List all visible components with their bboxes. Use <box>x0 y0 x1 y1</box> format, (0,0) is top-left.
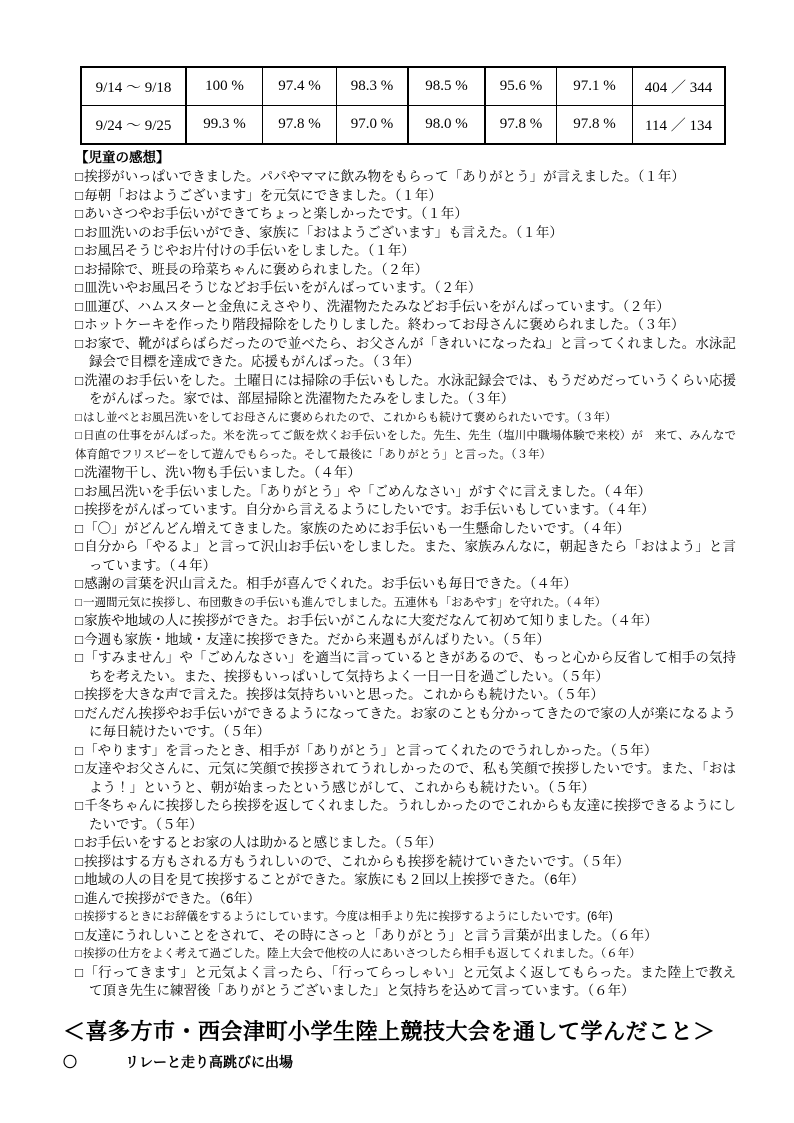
attendance-table-body <box>81 67 725 144</box>
checkbox-bullet-icon: □ <box>75 613 84 628</box>
comment-item: □「すみません」や「ごめんなさい」を適当に言っているときがあるので、もっと心から反省して相手の気持ちを考えたい。また、挨拶もいっぱいして気持ちよく一日一日を過ごしたい。（５年） <box>75 650 737 684</box>
attendance-cell: 114 ／ 134 <box>633 106 726 145</box>
checkbox-bullet-icon: □ <box>75 687 84 702</box>
checkbox-bullet-icon: □ <box>75 835 84 850</box>
checkbox-bullet-icon: □ <box>75 465 84 480</box>
comment-item: □お風呂洗いを手伝いました。「ありがとう」や「ごめんなさい」がすぐに言えました。（４年） <box>75 483 652 499</box>
comment-item: □お家で、靴がばらばらだったので並べたら、お父さんが「きれいになったね」と言ってくれました。水泳記録会で目標を達成できた。応援もがんばった。（３年） <box>75 335 737 369</box>
checkbox-bullet-icon: □ <box>75 483 84 499</box>
comment-item: □皿洗いやお風呂そうじなどお手伝いをがんばっています。（２年） <box>75 280 482 295</box>
event-bullet-text: リレーと走り高跳びに出場 <box>125 1053 293 1070</box>
checkbox-bullet-icon: □ <box>75 631 84 647</box>
comment-item: □進んで挨拶ができた。（6年） <box>75 890 261 906</box>
comment-item: □はし並べとお風呂洗いをしてお母さんに褒められたので、これからも続けて褒められたいです。（３年） <box>75 411 617 424</box>
checkbox-bullet-icon: □ <box>75 411 82 424</box>
attendance-cell: 95.6 % <box>485 67 557 106</box>
event-bullet-line <box>63 1052 736 1072</box>
attendance-cell: 97.1 % <box>557 67 633 106</box>
attendance-cell: 404 ／ 344 <box>633 67 726 106</box>
checkbox-bullet-icon: □ <box>75 872 84 887</box>
comment-item: □友達にうれしいことをされて、その時にさっと「ありがとう」と言う言葉が出ました。（６年） <box>75 927 658 943</box>
checkbox-bullet-icon: □ <box>75 502 84 517</box>
impressions-heading: 【児童の感想】 <box>75 150 170 165</box>
checkbox-bullet-icon: □ <box>75 261 84 277</box>
checkbox-bullet-icon: □ <box>75 650 84 665</box>
comment-item: □お皿洗いのお手伝いができ、家族に「おはようございます」も言えた。（１年） <box>75 224 563 240</box>
checkbox-bullet-icon: □ <box>75 169 84 184</box>
comment-item: □感謝の言葉を沢山言えた。相手が喜んでくれた。お手伝いも毎日できた。（４年） <box>75 576 577 591</box>
comment-item: □挨拶をがんばっています。自分から言えるようにしたいです。お手伝いもしています。（４年） <box>75 502 655 517</box>
checkbox-bullet-icon: □ <box>75 576 84 591</box>
attendance-cell: 97.8 % <box>263 106 337 145</box>
checkbox-bullet-icon: □ <box>75 243 84 258</box>
comment-item: □毎朝「おはようございます」を元気にできました。（１年） <box>75 187 442 203</box>
attendance-cell: 99.3 % <box>186 106 263 145</box>
comment-item: □ホットケーキを作ったり階段掃除をしたりしました。終わってお母さんに褒められました。（３年） <box>75 317 685 332</box>
checkbox-bullet-icon: □ <box>75 539 84 554</box>
impressions-section <box>63 148 737 1072</box>
checkbox-bullet-icon: □ <box>75 596 82 609</box>
attendance-cell: 100 % <box>186 67 263 106</box>
comment-item: □「行ってきます」と元気よく言ったら、「行ってらっしゃい」と元気よく返してもらった。また陸上で教えて頂き先生に練習後「ありがとうございました」と気持ちを込めて言っています。（６年） <box>75 964 736 998</box>
checkbox-bullet-icon: □ <box>75 430 83 442</box>
comment-item: □挨拶の仕方をよく考えて過ごした。陸上大会で他校の人にあいさつしたら相手も返してくれました。（６年） <box>75 948 641 960</box>
checkbox-bullet-icon: □ <box>75 948 82 960</box>
attendance-cell: 9/24 ～ 9/25 <box>81 106 186 145</box>
attendance-row <box>81 67 725 106</box>
attendance-cell: 97.8 % <box>557 106 633 145</box>
comment-item: □お風呂そうじやお片付けの手伝いをしました。（１年） <box>75 243 415 258</box>
attendance-table <box>80 66 726 145</box>
checkbox-bullet-icon: □ <box>75 335 84 351</box>
comment-item: □挨拶するときにお辞儀をするようにしています。今度は相手より先に挨拶するようにしたいです。(6年) <box>75 911 613 923</box>
checkbox-bullet-icon: □ <box>75 890 84 906</box>
comment-item: □地域の人の目を見て挨拶することができた。家族にも２回以上挨拶できた。（6年） <box>75 872 585 887</box>
comment-item: □皿運び、ハムスターと金魚にえさやり、洗濯物たたみなどお手伝いをがんばっています。（２年） <box>75 298 670 314</box>
attendance-cell: 97.0 % <box>337 106 409 145</box>
comment-item: □挨拶がいっぱいできました。パパやママに飲み物をもらって「ありがとう」が言えました。（１年） <box>75 169 685 184</box>
comment-item: □洗濯物干し、洗い物も手伝いました。（４年） <box>75 465 361 480</box>
event-heading: ＜喜多方市・西会津町小学生陸上競技大会を通して学んだこと＞ <box>63 1018 716 1044</box>
checkbox-bullet-icon: □ <box>75 317 84 332</box>
comment-item: □今週も家族・地域・友達に挨拶できた。だから来週もがんばりたい。（５年） <box>75 631 550 647</box>
comment-item: □一週間元気に挨拶し、布団敷きの手伝いも進んでしました。五連休も「おあやす」を守れた。（４年） <box>75 596 607 609</box>
comment-item: □だんだん挨拶やお手伝いができるようになってきた。お家のことも分かってきたので家の人が楽になるように毎日続けたいです。（５年） <box>75 705 736 739</box>
checkbox-bullet-icon: □ <box>75 372 84 388</box>
attendance-row <box>81 106 725 145</box>
checkbox-bullet-icon: □ <box>75 911 82 923</box>
comment-item: □挨拶を大きな声で言えた。挨拶は気持ちいいと思った。これからも続けたい。（５年） <box>75 687 604 702</box>
comment-item: □日直の仕事をがんばった。米を洗ってご飯を炊くお手伝いをした。先生、先生（塩川中職場体験で来校）が 来て、みんなで体育館でフリスビーをして遊んでもらった。そして最後に「ありがとう」と言った。（３年） <box>75 430 737 461</box>
attendance-cell: 97.4 % <box>263 67 337 106</box>
attendance-cell: 9/14 ～ 9/18 <box>81 67 186 106</box>
checkbox-bullet-icon: □ <box>75 224 84 240</box>
comment-item: □友達やお父さんに、元気に笑顔で挨拶されてうれしかったので、私も笑顔で挨拶したいです。また、「おはよう！」というと、朝が始まったという感じがして、これからも続けたい。（５年） <box>75 761 736 795</box>
checkbox-bullet-icon: □ <box>75 298 84 314</box>
attendance-cell: 98.0 % <box>408 106 485 145</box>
checkbox-bullet-icon: □ <box>75 742 84 758</box>
attendance-cell: 98.5 % <box>408 67 485 106</box>
comment-item: □挨拶はする方もされる方もうれしいので、これからも挨拶を続けていきたいです。（５年） <box>75 853 630 869</box>
attendance-cell: 98.3 % <box>337 67 409 106</box>
comment-item: □千冬ちゃんに挨拶したら挨拶を返してくれました。うれしかったのでこれからも友達に挨拶できるようにしたいです。（５年） <box>75 798 736 832</box>
checkbox-bullet-icon: □ <box>75 280 84 295</box>
comment-item: □お手伝いをするとお家の人は助かると感じました。（５年） <box>75 835 442 850</box>
checkbox-bullet-icon: □ <box>75 798 84 813</box>
comment-item: □「〇」がどんどん増えてきました。家族のためにお手伝いも一生懸命したいです。（４年） <box>75 520 630 536</box>
circle-bullet-icon: 〇 <box>63 1053 77 1070</box>
comments-list <box>75 168 736 1001</box>
checkbox-bullet-icon: □ <box>75 964 84 980</box>
comment-item: □家族や地域の人に挨拶ができた。お手伝いがこんなに大変だなんて初めて知りました。（４年） <box>75 613 658 628</box>
comment-item: □洗濯のお手伝いをした。土曜日には掃除の手伝いもした。水泳記録会では、もうだめだっていうくらい応援をがんばった。家では、部屋掃除と洗濯物たたみをしました。（３年） <box>75 372 736 406</box>
attendance-cell: 97.8 % <box>485 106 557 145</box>
comment-item: □自分から「やるよ」と言って沢山お手伝いをしました。また、家族みんなに，朝起きたら「おはよう」と言っています。（４年） <box>75 539 736 573</box>
comment-item: □あいさつやお手伝いができてちょっと楽しかったです。（１年） <box>75 206 468 221</box>
checkbox-bullet-icon: □ <box>75 187 84 203</box>
checkbox-bullet-icon: □ <box>75 927 84 943</box>
checkbox-bullet-icon: □ <box>75 853 84 869</box>
checkbox-bullet-icon: □ <box>75 206 84 221</box>
comment-item: □「やります」を言ったとき、相手が「ありがとう」と言ってくれたのでうれしかった。（５年） <box>75 742 658 758</box>
checkbox-bullet-icon: □ <box>75 705 84 721</box>
checkbox-bullet-icon: □ <box>75 761 84 776</box>
checkbox-bullet-icon: □ <box>75 520 84 536</box>
comment-item: □お掃除で、班長の玲菜ちゃんに褒められました。（２年） <box>75 261 429 277</box>
